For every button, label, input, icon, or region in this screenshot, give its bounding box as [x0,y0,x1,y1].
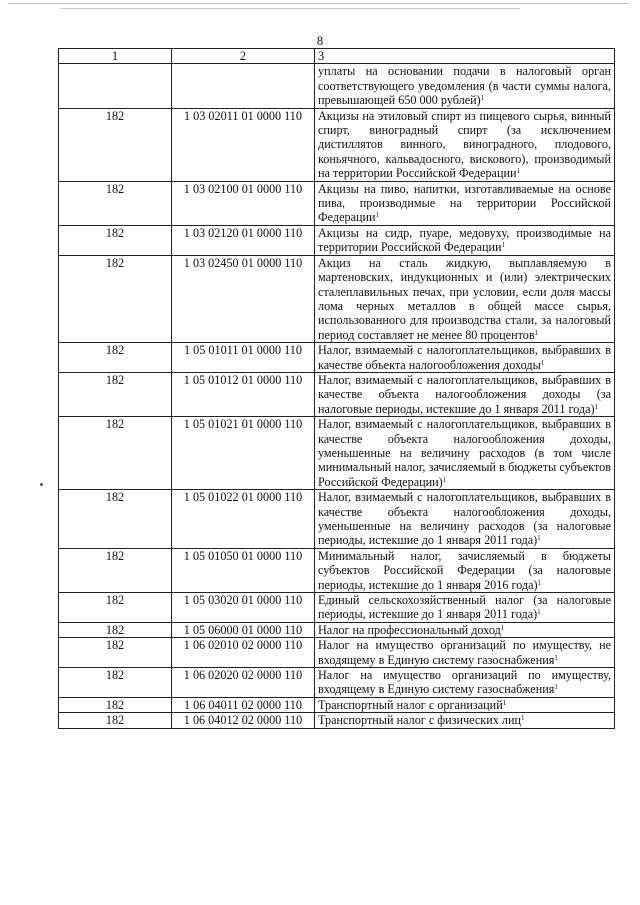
table-row [59,622,615,637]
description-text: Налог, взимаемый с налогоплательщиков, выбравших в качестве объекта налогообложения доходы, уменьшенные на величину расходов (в том числе минимальный налог, зачисляемый в бюджеты субъектов Российской Федерации) [318,417,611,489]
footnote-marker: 1 [442,475,447,484]
footnote-marker: 1 [537,534,541,543]
description-cell [315,108,615,181]
footnote-marker: 1 [480,94,485,103]
revenue-codes-table [58,48,615,729]
table-row [59,108,615,181]
table-row [59,548,615,592]
admin-code-cell: 182 [59,372,172,416]
admin-code-cell: 182 [59,697,172,712]
footnote-marker: 1 [554,653,558,662]
scan-edge-line [60,8,520,9]
scan-speck [40,483,43,486]
description-text: Акцизы на этиловый спирт из пищевого сырья, винный спирт, виноградный спирт (за исключением дистиллятов винного, виноградного, плодового, коньячного, кальвадосного, вискового), производимый на территории Российской Федерации [318,108,611,181]
description-text: Акцизы на сидр, пуаре, медовуху, производимые на территории Российской Федерации [318,225,611,255]
description-cell [315,225,615,255]
kbk-code-cell: 1 05 01022 01 0000 110 [172,490,315,549]
description-text: Налог, взимаемый с налогоплательщиков, выбравших в качестве объекта налогообложения доходы [318,343,611,372]
admin-code-cell: 182 [59,417,172,490]
page-number: 8 [316,33,324,48]
admin-code-cell: 182 [59,548,172,592]
footnote-marker: 1 [540,358,545,367]
footnote-marker: 1 [537,578,542,587]
kbk-code-cell [172,64,315,108]
kbk-code-cell: 1 06 02010 02 0000 110 [172,638,315,668]
description-text: Транспортный налог с организаций [318,697,503,712]
table-row [59,638,615,668]
header-col-1: 1 [59,49,172,64]
footnote-marker: 1 [534,328,539,337]
table-row [59,372,615,416]
admin-code-cell: 182 [59,343,172,373]
description-text: Минимальный налог, зачисляемый в бюджеты субъектов Российской Федерации (за налоговые периоды, истекшие до 1 января 2016 года) [318,548,611,592]
table-row [59,668,615,698]
table-row [59,225,615,255]
table-row [59,417,615,490]
footnote-marker: 1 [502,698,507,707]
admin-code-cell: 182 [59,593,172,623]
table-row [59,343,615,373]
kbk-code-cell: 1 03 02011 01 0000 110 [172,108,315,181]
kbk-code-cell: 1 06 02020 02 0000 110 [172,668,315,698]
footnote-marker: 1 [537,608,541,617]
description-text: Налог, взимаемый с налогоплательщиков, выбравших в качестве объекта налогообложения доходы, уменьшенные на величину расходов (за налоговые периоды, истекшие до 1 января 2011 года) [318,490,611,548]
table-row [59,181,615,225]
description-text: Налог, взимаемый с налогоплательщиков, выбравших в качестве объекта налогообложения доходы (за налоговые периоды, истекшие до 1 января 2011 года) [318,372,611,416]
description-cell [315,622,615,637]
admin-code-cell: 182 [59,225,172,255]
description-text: Единый сельскохозяйственный налог (за налоговые периоды, истекшие до 1 января 2011 года) [318,593,611,622]
kbk-code-cell: 1 03 02100 01 0000 110 [172,181,315,225]
description-cell [315,255,615,342]
table-row [59,713,615,728]
table-header-row [59,49,615,64]
description-cell [315,593,615,623]
table-row [59,593,615,623]
description-cell [315,697,615,712]
description-cell [315,64,615,108]
description-cell [315,638,615,668]
footnote-marker: 1 [516,167,521,176]
admin-code-cell: 182 [59,108,172,181]
admin-code-cell: 182 [59,490,172,549]
description-cell [315,548,615,592]
description-text: Налог на имущество организаций по имуществу, входящему в Единую систему газоснабжения [318,668,611,697]
description-cell [315,343,615,373]
table-row [59,64,615,108]
kbk-code-cell: 1 03 02450 01 0000 110 [172,255,315,342]
kbk-code-cell: 1 05 01021 01 0000 110 [172,417,315,490]
admin-code-cell: 182 [59,638,172,668]
kbk-code-cell: 1 05 06000 01 0000 110 [172,622,315,637]
description-text: Транспортный налог с физических лиц [318,713,522,728]
table-row [59,255,615,342]
header-col-2: 2 [172,49,315,64]
description-cell [315,372,615,416]
description-cell [315,668,615,698]
admin-code-cell: 182 [59,255,172,342]
admin-code-cell: 182 [59,668,172,698]
footnote-marker: 1 [521,714,525,723]
kbk-code-cell: 1 03 02120 01 0000 110 [172,225,315,255]
admin-code-cell: 182 [59,713,172,728]
admin-code-cell [59,64,172,108]
admin-code-cell: 182 [59,622,172,637]
table-row [59,697,615,712]
kbk-code-cell: 1 05 01012 01 0000 110 [172,372,315,416]
description-cell [315,181,615,225]
description-cell [315,490,615,549]
footnote-marker: 1 [500,623,505,632]
kbk-code-cell: 1 06 04011 02 0000 110 [172,697,315,712]
description-text: Налог на профессиональный доход [318,622,501,637]
footnote-marker: 1 [594,402,599,411]
header-col-3: 3 [315,49,615,64]
footnote-marker: 1 [375,211,380,220]
description-text: Акциз на сталь жидкую, выплавляемую в мартеновских, индукционных и (или) электрических сталеплавильных печах, при условии, если доля массы лома черных металлов в общей массе сырья, использованного для производства стали, за налоговый период составляет не менее 80 процентов [318,255,611,342]
description-cell [315,417,615,490]
scan-edge-line [8,3,628,4]
description-text: Акцизы на пиво, напитки, изготавливаемые на основе пива, производимые на территории Российской Федерации [318,181,611,225]
description-text: Налог на имущество организаций по имуществу, не входящему в Единую систему газоснабжения [318,638,611,667]
table-row [59,490,615,549]
kbk-code-cell: 1 05 01050 01 0000 110 [172,548,315,592]
footnote-marker: 1 [554,683,558,692]
footnote-marker: 1 [501,241,506,250]
admin-code-cell: 182 [59,181,172,225]
kbk-code-cell: 1 05 01011 01 0000 110 [172,343,315,373]
kbk-code-cell: 1 06 04012 02 0000 110 [172,713,315,728]
kbk-code-cell: 1 05 03020 01 0000 110 [172,593,315,623]
description-text: уплаты на основании подачи в налоговый орган соответствующего уведомления (в части суммы налога, превышающей 650 000 рублей) [318,64,611,108]
description-cell [315,713,615,728]
